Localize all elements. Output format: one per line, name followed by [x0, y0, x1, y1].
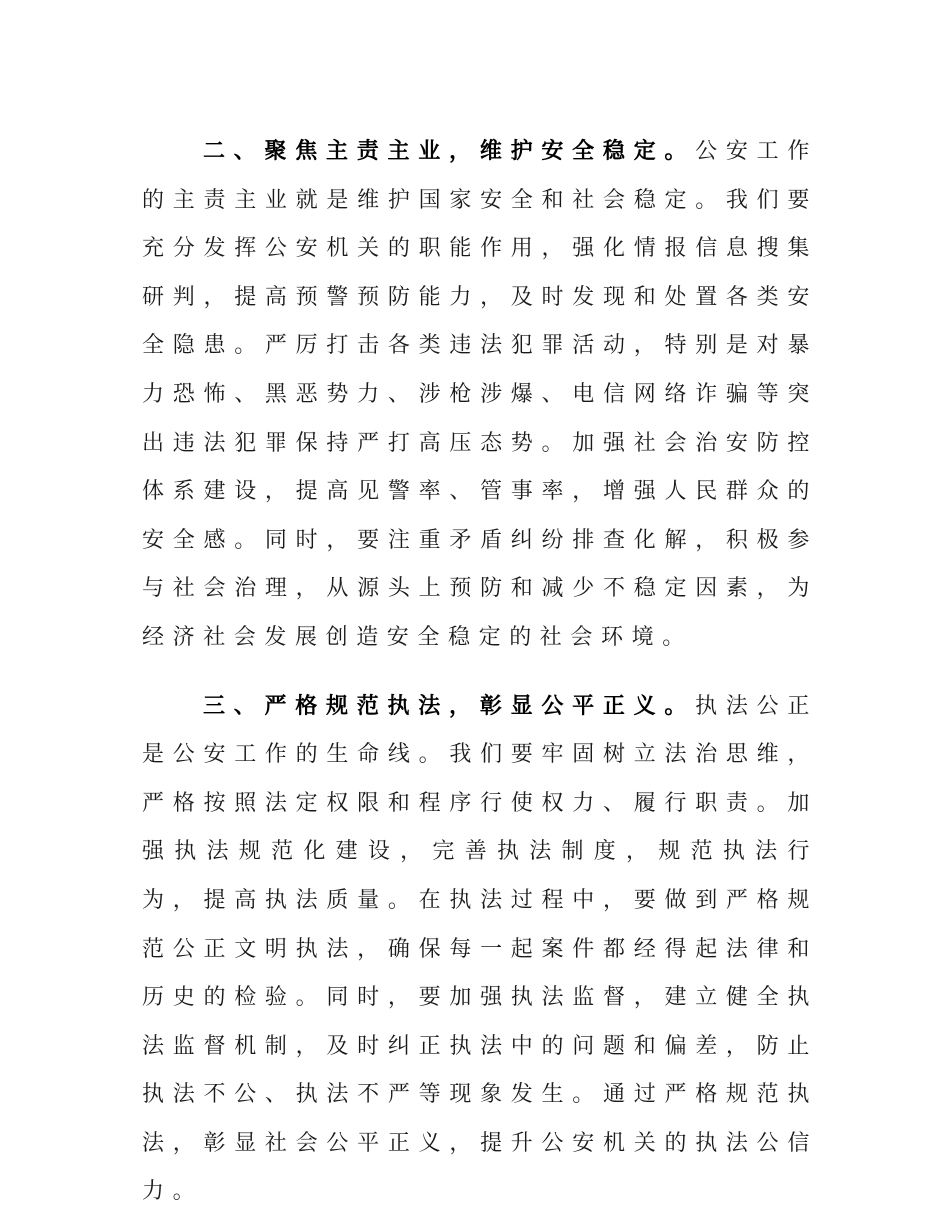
paragraph-body: 公安工作的主责主业就是维护国家安全和社会稳定。我们要充分发挥公安机关的职能作用，强化情报信息搜集研判，提高预警预防能力，及时发现和处置各类安全隐患。严厉打击各类违法犯罪活动，特别是对暴力恐怖、黑恶势力、涉枪涉爆、电信网络诈骗等突出违法犯罪保持严打高压态势。加强社会治安防控体系建设，提高见警率、管事率，增强人民群众的安全感。同时，要注重矛盾纠纷排查化解，积极参与社会治理，从源头上预防和减少不稳定因素，为经济社会发展创造安全稳定的社会环境。: [142, 139, 818, 650]
paragraph-strict-law-enforcement: [142, 683, 818, 1218]
paragraph-focus-main-duty: [142, 128, 818, 663]
document-page: [142, 128, 818, 1217]
paragraph-heading: 三、严格规范执法，彰显公平正义。: [203, 693, 696, 719]
paragraph-body: 执法公正是公安工作的生命线。我们要牢固树立法治思维，严格按照法定权限和程序行使权力、履行职责。加强执法规范化建设，完善执法制度，规范执法行为，提高执法质量。在执法过程中，要做到严格规范公正文明执法，确保每一起案件都经得起法律和历史的检验。同时，要加强执法监督，建立健全执法监督机制，及时纠正执法中的问题和偏差，防止执法不公、执法不严等现象发生。通过严格规范执法，彰显社会公平正义，提升公安机关的执法公信力。: [142, 693, 818, 1205]
paragraph-heading: 二、聚焦主责主业，维护安全稳定。: [203, 139, 696, 164]
